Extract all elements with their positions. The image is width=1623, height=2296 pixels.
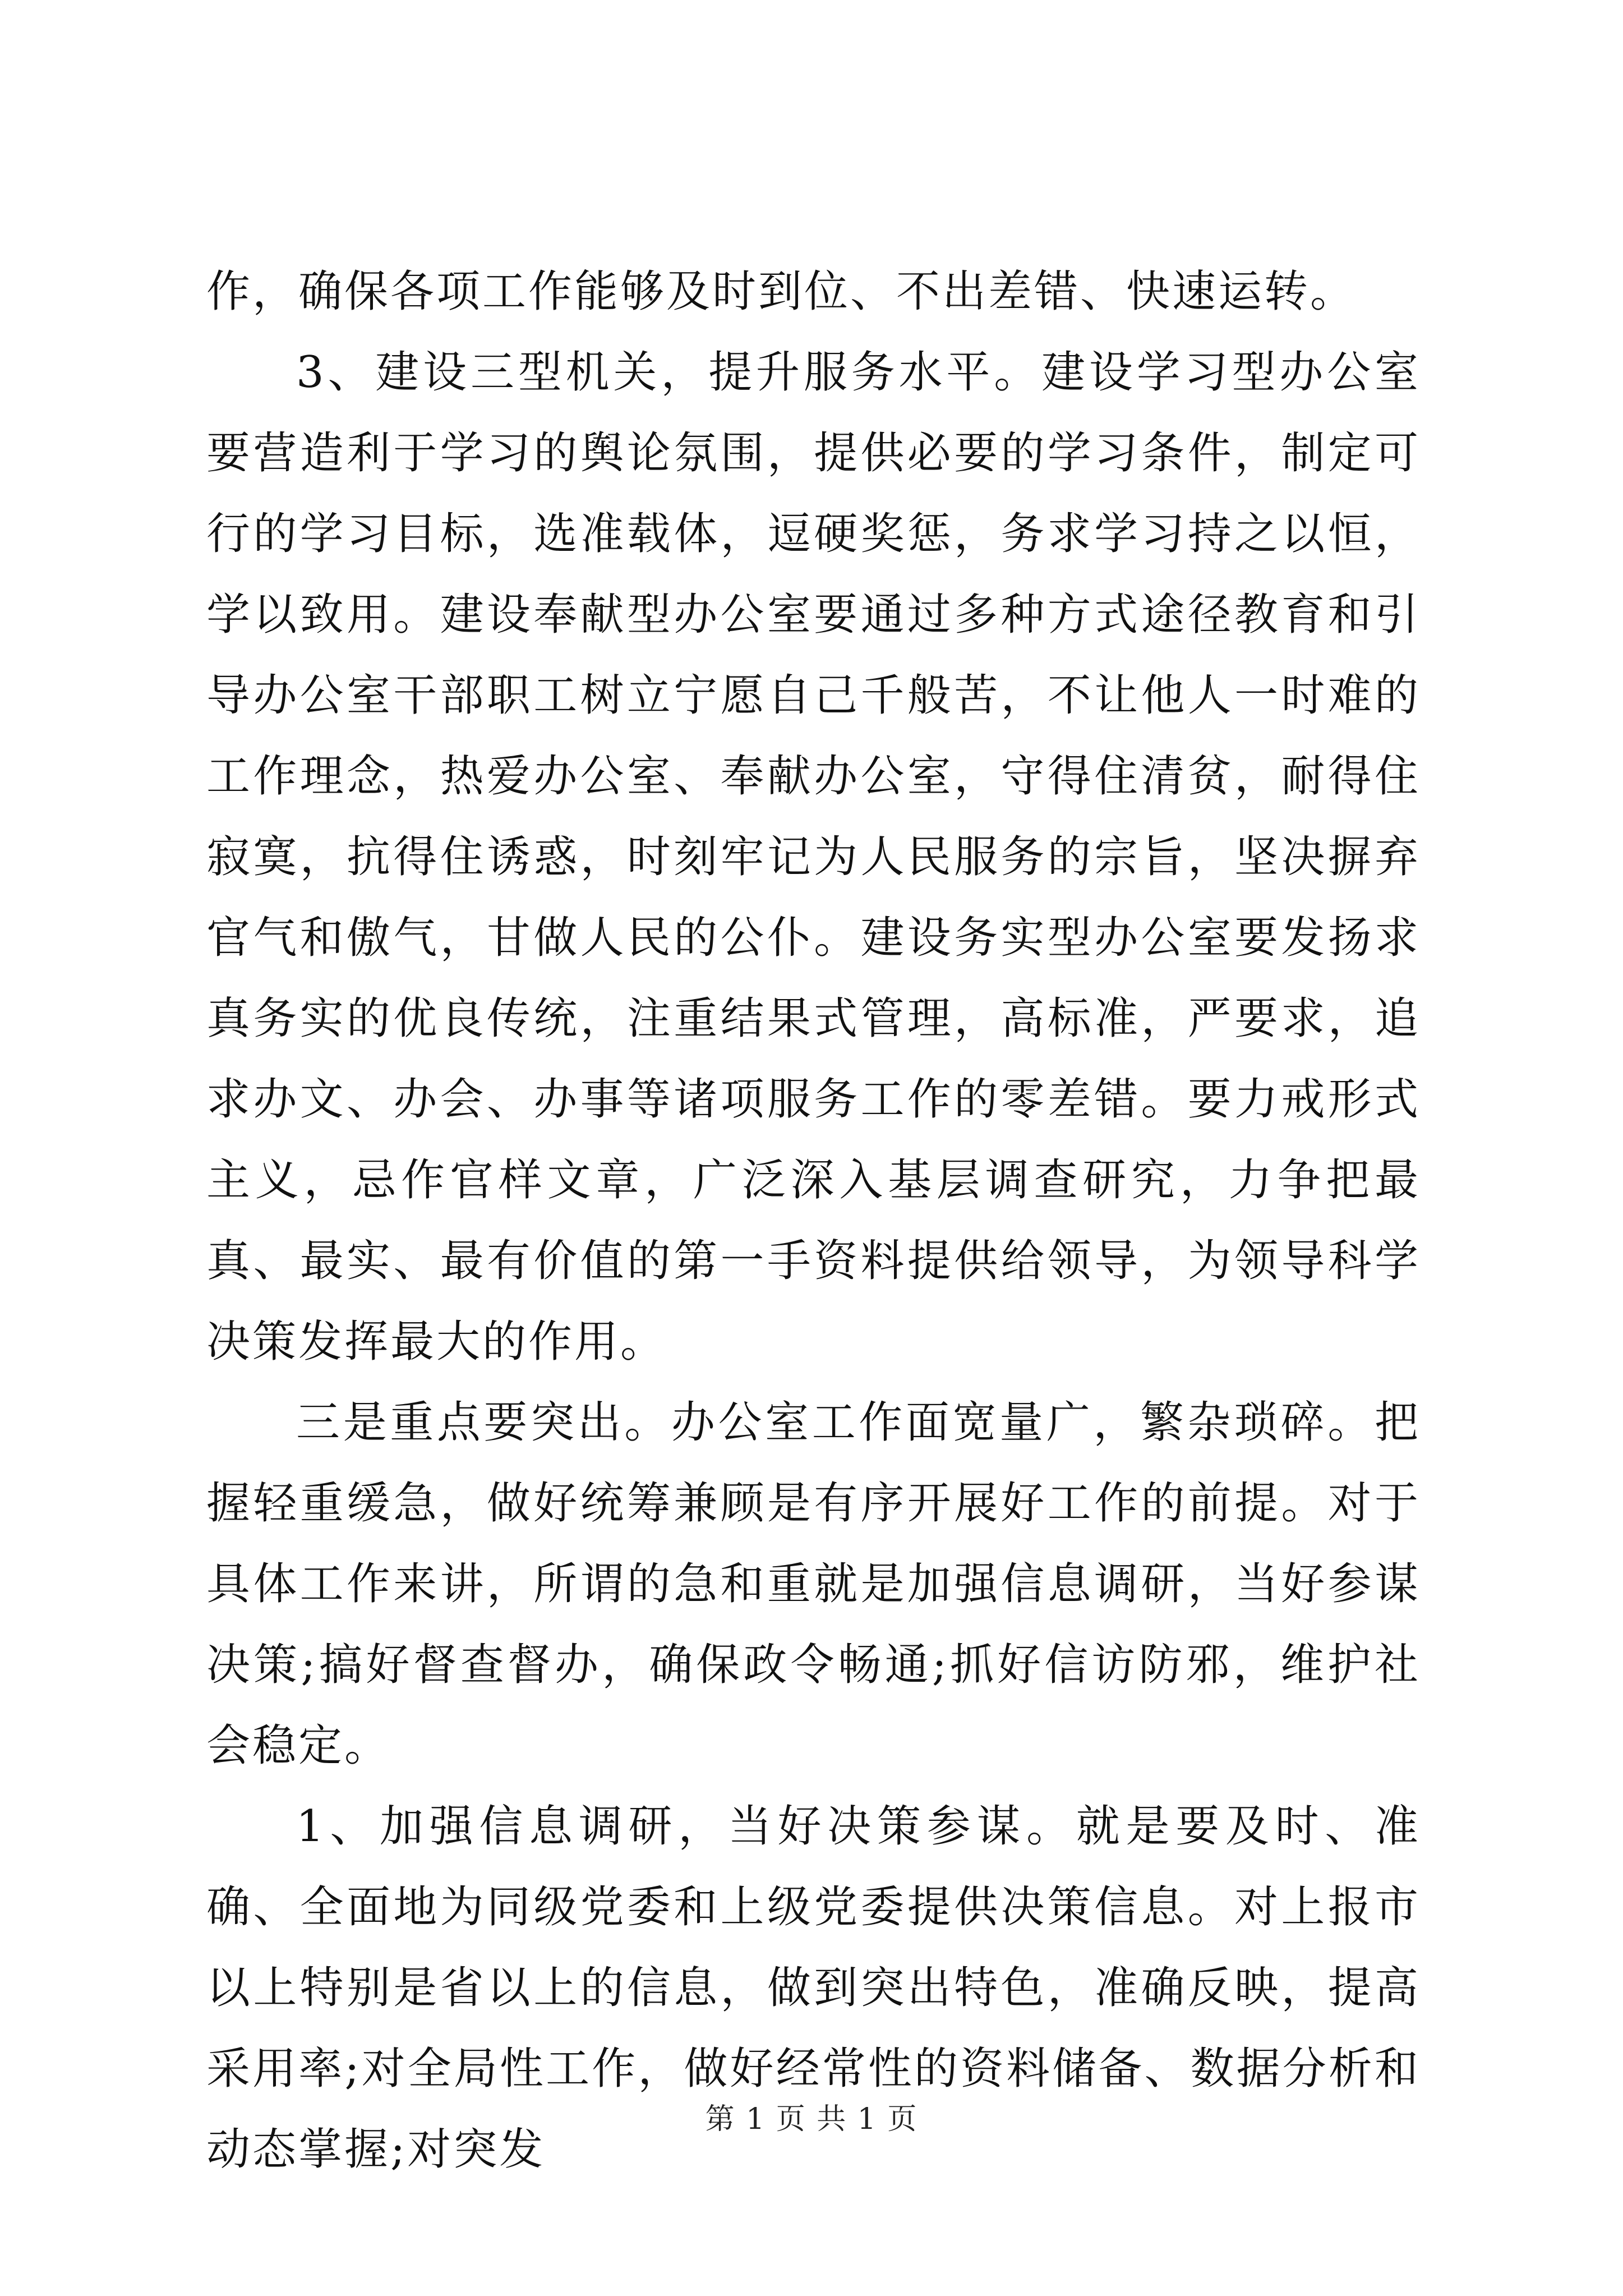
- document-body: [206, 251, 1421, 2190]
- page-footer: 第 1 页 共 1 页: [705, 2102, 918, 2136]
- paragraph-information-research: 1、加强信息调研，当好决策参谋。就是要及时、准确、全面地为同级党委和上级党委提供决策信息。对上报市以上特别是省以上的信息，做到突出特色，准确反映，提高采用率;对全局性工作，做好经常性的资料储备、数据分析和动态掌握;对突发: [206, 1801, 1421, 2175]
- paragraph-three-type-office: 3、建设三型机关，提升服务水平。建设学习型办公室要营造利于学习的舆论氛围，提供必要的学习条件，制定可行的学习目标，选准载体，逗硬奖惩，务求学习持之以恒，学以致用。建设奉献型办公室要通过多种方式途径教育和引导办公室干部职工树立宁愿自己千般苦，不让他人一时难的工作理念，热爱办公室、奉献办公室，守得住清贫，耐得住寂寞，抗得住诱惑，时刻牢记为人民服务的宗旨，坚决摒弃官气和傲气，甘做人民的公仆。建设务实型办公室要发扬求真务实的优良传统，注重结果式管理，高标准，严要求，追求办文、办会、办事等诸项服务工作的零差错。要力戒形式主义，忌作官样文章，广泛深入基层调查研究，力争把最真、最实、最有价值的第一手资料提供给领导，为领导科学决策发挥最大的作用。: [206, 347, 1421, 1367]
- paragraph-continuation: 作，确保各项工作能够及时到位、不出差错、快速运转。: [206, 266, 1357, 317]
- paragraph-key-priorities: 三是重点要突出。办公室工作面宽量广，繁杂琐碎。把握轻重缓急，做好统筹兼顾是有序开展好工作的前提。对于具体工作来讲，所谓的急和重就是加强信息调研，当好参谋决策;搞好督查督办，确保政令畅通;抓好信访防邪，维护社会稳定。: [206, 1397, 1421, 1771]
